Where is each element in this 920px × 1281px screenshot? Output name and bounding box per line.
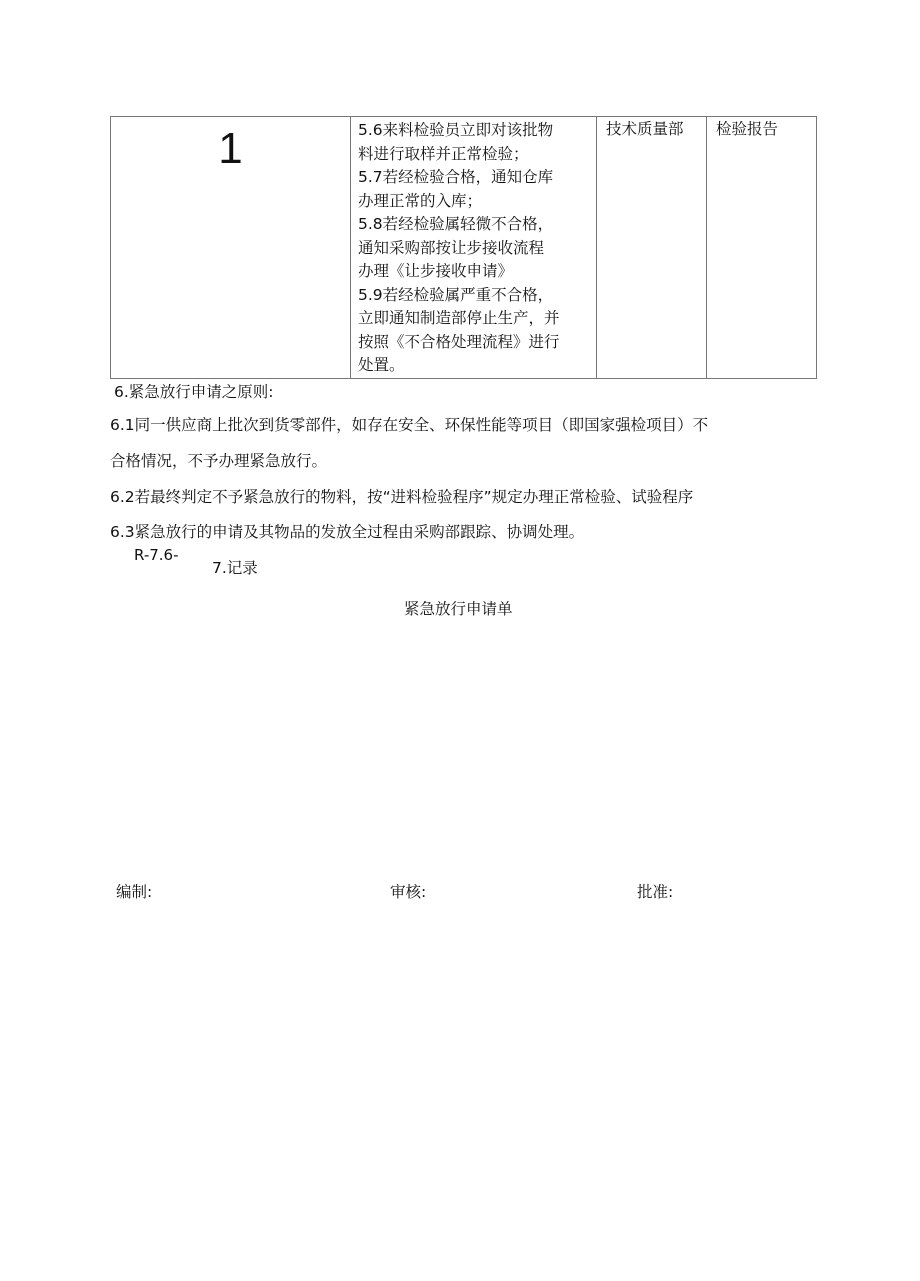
step-line: 立即通知制造部停止生产，并 <box>358 309 560 327</box>
section7-heading: 7.记录 <box>212 559 258 577</box>
step-line: 处置。 <box>358 356 405 374</box>
step-line: 5.6来料检验员立即对该批物 <box>358 121 554 139</box>
department-cell <box>597 117 707 379</box>
step-index-cell <box>111 117 351 379</box>
signature-approved: 批准: <box>637 883 674 901</box>
procedure-table <box>110 116 817 379</box>
step-line: 5.8若经检验属轻微不合格， <box>358 215 554 233</box>
step-index: 1 <box>218 124 243 173</box>
department-text: 技术质量部 <box>606 120 684 138</box>
step-list <box>351 117 596 378</box>
principle-6-1-line2: 合格情况，不予办理紧急放行。 <box>110 452 328 470</box>
table-row <box>111 117 817 379</box>
signature-prepared: 编制: <box>116 883 153 901</box>
principle-6-2: 6.2若最终判定不予紧急放行的物料，按“进料检验程序”规定办理正常检验、试验程序 <box>110 488 694 506</box>
step-line: 办理正常的入库； <box>358 191 483 210</box>
step-line: 5.7若经检验合格，通知仓库 <box>358 168 554 186</box>
step-line: 通知采购部按让步接收流程 <box>358 238 545 257</box>
step-content-cell <box>351 117 597 379</box>
record-text: 检验报告 <box>716 120 779 138</box>
signature-reviewed: 审核: <box>390 883 427 901</box>
step-line: 按照《不合格处理流程》进行 <box>358 332 560 351</box>
form-title: 紧急放行申请单 <box>404 600 513 618</box>
principle-6-3: 6.3紧急放行的申请及其物品的发放全过程由采购部跟踪、协调处理。 <box>110 523 585 541</box>
step-line: 办理《让步接收申请》 <box>358 262 514 280</box>
form-code: R-7.6- <box>134 546 179 564</box>
step-line: 5.9若经检验属严重不合格， <box>358 285 554 304</box>
principle-6-1-line1: 6.1同一供应商上批次到货零部件，如存在安全、环保性能等项目（即国家强检项目）不 <box>110 416 709 434</box>
record-cell <box>707 117 817 379</box>
step-line: 料进行取样并正常检验； <box>358 144 529 163</box>
section6-heading: 6.紧急放行申请之原则: <box>114 383 274 401</box>
